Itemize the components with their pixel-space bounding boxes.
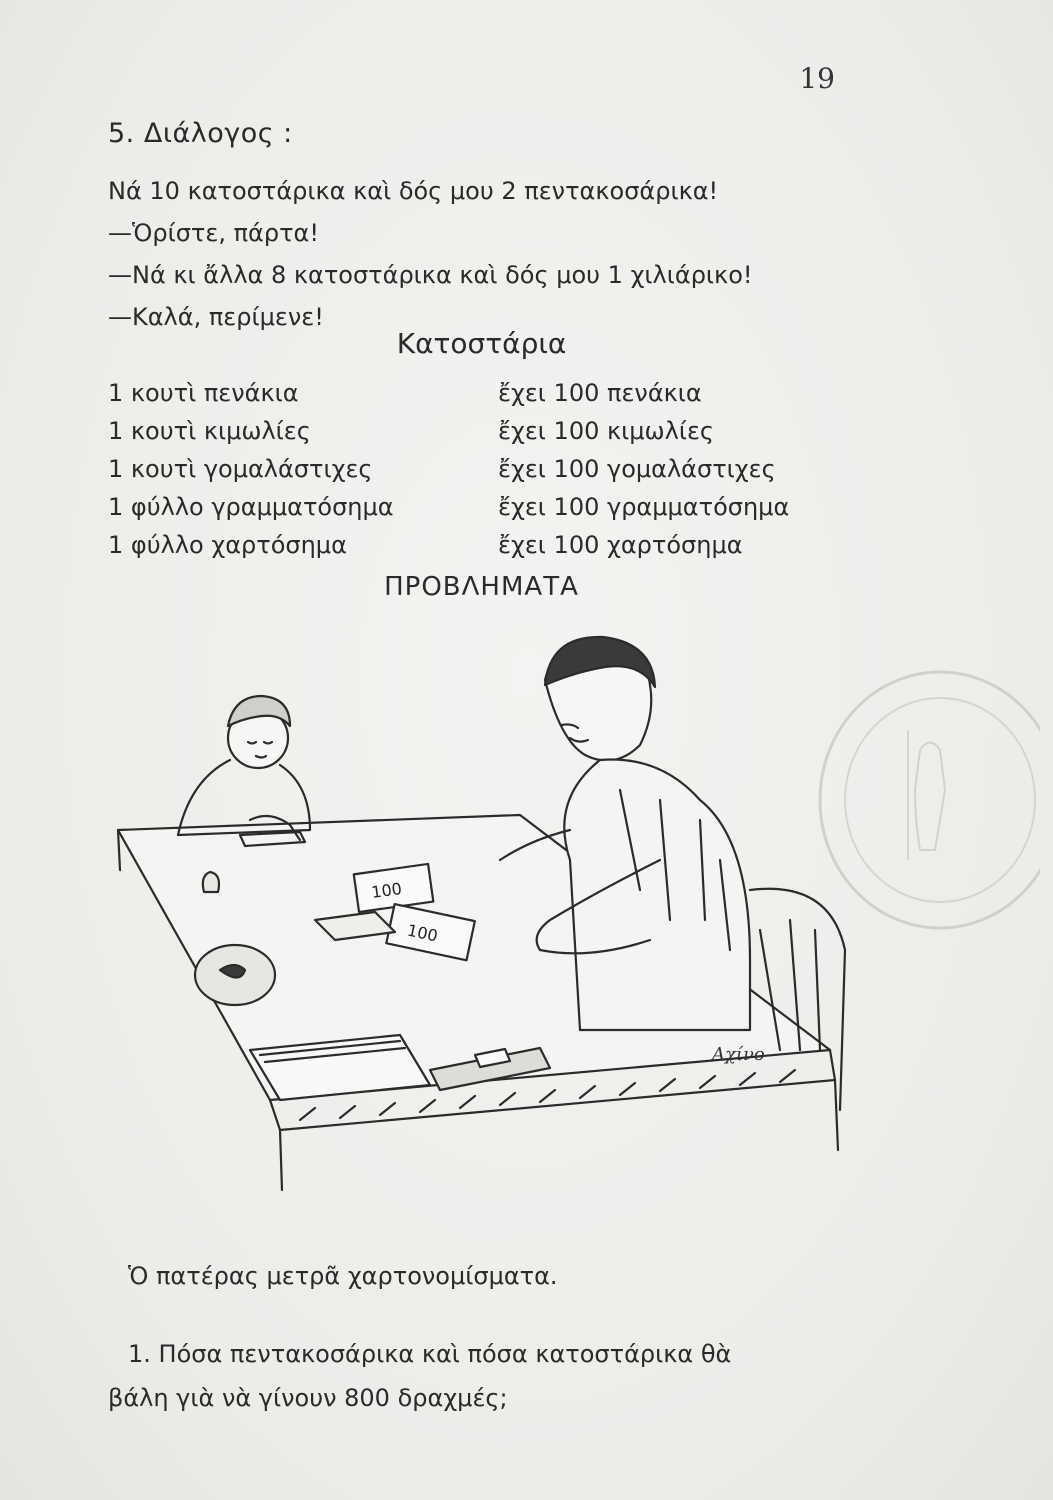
- banknote-label: 100: [370, 878, 404, 902]
- item-count: ἔχει 100 χαρτόσημα: [498, 531, 743, 559]
- father-counting-money-illustration: [100, 630, 900, 1210]
- item-name: 1 κουτὶ πενάκια: [108, 379, 299, 407]
- item-count: ἔχει 100 πενάκια: [498, 379, 702, 407]
- section-heading: 5. Διάλογος :: [108, 118, 293, 149]
- problem-line: 1. Πόσα πεντακοσάρικα καὶ πόσα κατοστάρικα θὰ: [128, 1340, 732, 1368]
- table-row: [108, 374, 789, 412]
- hundreds-table: [108, 374, 789, 564]
- problem-line: βάλη γιὰ νὰ γίνουν 800 δραχμές;: [108, 1384, 508, 1412]
- hundreds-title: Κατοστάρια: [396, 327, 567, 360]
- item-count: ἔχει 100 γομαλάστιχες: [498, 455, 776, 483]
- item-name: 1 φύλλο γραμματόσημα: [108, 493, 394, 521]
- dialogue-block: [108, 170, 928, 338]
- item-count: ἔχει 100 γραμματόσημα: [498, 493, 790, 521]
- illustration-caption: Ὁ πατέρας μετρᾶ χαρτονομίσματα.: [128, 1262, 558, 1290]
- item-name: 1 φύλλο χαρτόσημα: [108, 531, 347, 559]
- table-row: [108, 488, 789, 526]
- banknote-label: 100: [405, 920, 440, 946]
- problem-1: [108, 1332, 908, 1420]
- dialogue-line: —Καλά, περίμενε!: [108, 303, 324, 331]
- problems-title: ΠΡΟΒΛΗΜΑΤΑ: [384, 572, 579, 602]
- item-name: 1 κουτὶ γομαλάστιχες: [108, 455, 373, 483]
- table-row: [108, 526, 789, 564]
- page-number: 19: [799, 62, 835, 95]
- item-name: 1 κουτὶ κιμωλίες: [108, 417, 311, 445]
- item-count: ἔχει 100 κιμωλίες: [498, 417, 715, 445]
- dialogue-line: Νά 10 κατοστάρικα καὶ δός μου 2 πεντακοσάρικα!: [108, 177, 719, 205]
- dialogue-line: —Ὁρίστε, πάρτα!: [108, 219, 319, 247]
- table-row: [108, 450, 789, 488]
- table-row: [108, 412, 789, 450]
- artist-signature: Αχίνο: [712, 1044, 765, 1065]
- dialogue-line: —Νά κι ἄλλα 8 κατοστάρικα καὶ δός μου 1 χιλιάρικο!: [108, 261, 753, 289]
